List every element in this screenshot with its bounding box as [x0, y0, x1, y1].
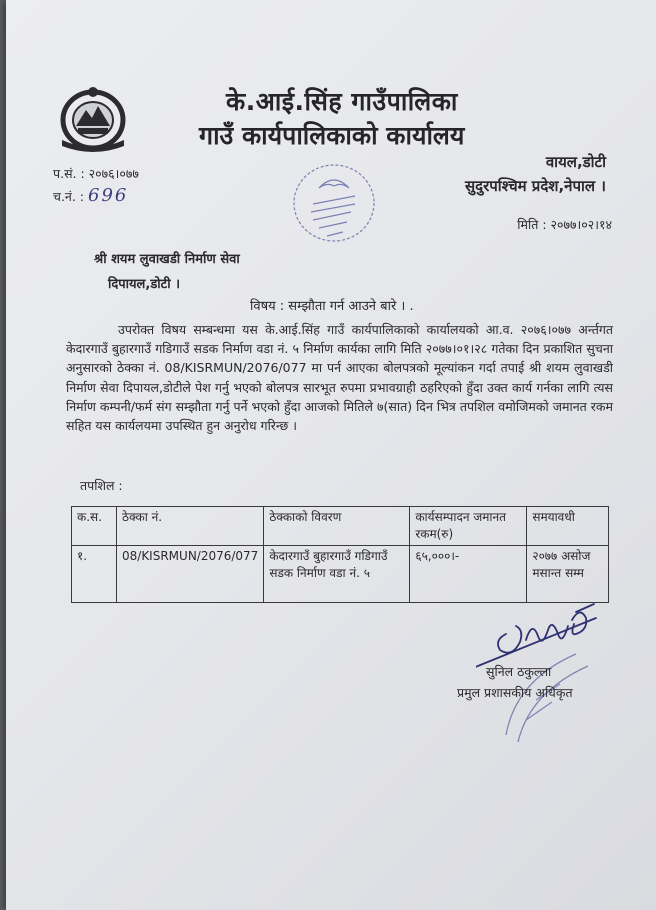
contract-table — [71, 506, 609, 603]
table-header-row — [72, 507, 609, 546]
handwritten-signature-icon — [476, 600, 606, 672]
table-row — [72, 546, 609, 603]
letter-subject: विषय : सम्झौता गर्न आउने बारे । . — [250, 299, 414, 314]
signer-title: प्रमुल प्रशासकीय अधिकृत — [457, 685, 573, 700]
address-line-1: वायल,डोटी — [545, 153, 606, 171]
col-contract-no: ठेक्का नं. — [117, 507, 264, 546]
office-stamp-icon — [289, 158, 379, 248]
ps-value: २०७६।०७७ — [88, 166, 139, 181]
col-guarantee-amount: कार्यसम्पादन जमानत रकम(रु) — [410, 507, 527, 546]
office-name: के.आई.सिंह गाउँपालिका — [226, 87, 458, 116]
office-subtitle: गाउँ कार्यपालिकाको कार्यालय — [199, 121, 465, 150]
address-line-2: सुदुरपश्चिम प्रदेश,नेपाल । — [465, 177, 606, 195]
nepal-emblem-logo — [54, 84, 132, 152]
tapasil-label: तपशिल : — [80, 478, 123, 493]
ps-reference — [53, 165, 139, 182]
cell-serial: १. — [72, 546, 117, 603]
cell-guarantee-amount: ६५,०००।- — [410, 546, 527, 603]
col-duration: समयावधी — [527, 507, 609, 546]
cn-label: च.नं. : — [53, 189, 85, 204]
letter-paper — [6, 0, 656, 910]
cell-contract-no: 08/KISRMUN/2076/077 — [117, 546, 264, 603]
col-description: ठेक्काको विवरण — [264, 507, 410, 546]
cell-duration: २०७७ असोज मसान्त सम्म — [527, 546, 609, 603]
ps-label: प.सं. : — [53, 166, 85, 181]
col-serial: क.स. — [72, 507, 117, 546]
cell-description: केदारगाउँ बुहारगाउँ गडिगाउँ सडक निर्माण वडा नं. ५ — [264, 546, 410, 603]
recipient-name: श्री शयम लुवाखडी निर्माण सेवा — [94, 252, 240, 267]
cn-handwritten-value: 696 — [88, 185, 129, 206]
letter-body: उपरोक्त विषय सम्बन्धमा यस के.आई.सिंह गाउँ कार्यपालिकाको कार्यालयको आ.व. २०७६।०७७ अर्न्तगत केदारगाउँ बुहारगाउँ गडिगाउँ सडक निर्माण वडा नं. ५ निर्माण कार्यका लागि मिति २०७७।०१।२८ गतेका दिन प्रकाशित सुचना अनुसारको ठेक्का नं. 08/KISRMUN/2076/077 मा पर्न आएका बोलपत्रको मूल्यांकन गर्दा तपाई श्री शयम लुवाखडी निर्माण सेवा दिपायल,डोटीले पेश गर्नु भएको बोलपत्र सारभूत रुपमा प्रभावग्राही ठहरिएको हुँदा उक्त कार्य गर्नका लागि त्यस निर्माण कम्पनी/फर्म संग सम्झौता गर्नु पर्ने भएको हुँदा आजको मितिले ७(सात) दिन भित्र तपशिल वमोजिमको जमानत रकम सहित यस कार्यलयमा उपस्थित हुन अनुरोध गरिन्छ । — [66, 322, 613, 434]
recipient-address: दिपायल,डोटी । — [108, 277, 181, 292]
cn-reference — [53, 185, 128, 206]
signer-name: सुनिल ठकुल्ला — [486, 664, 552, 679]
letter-date: मिति : २०७७।०२।१४ — [517, 217, 612, 232]
